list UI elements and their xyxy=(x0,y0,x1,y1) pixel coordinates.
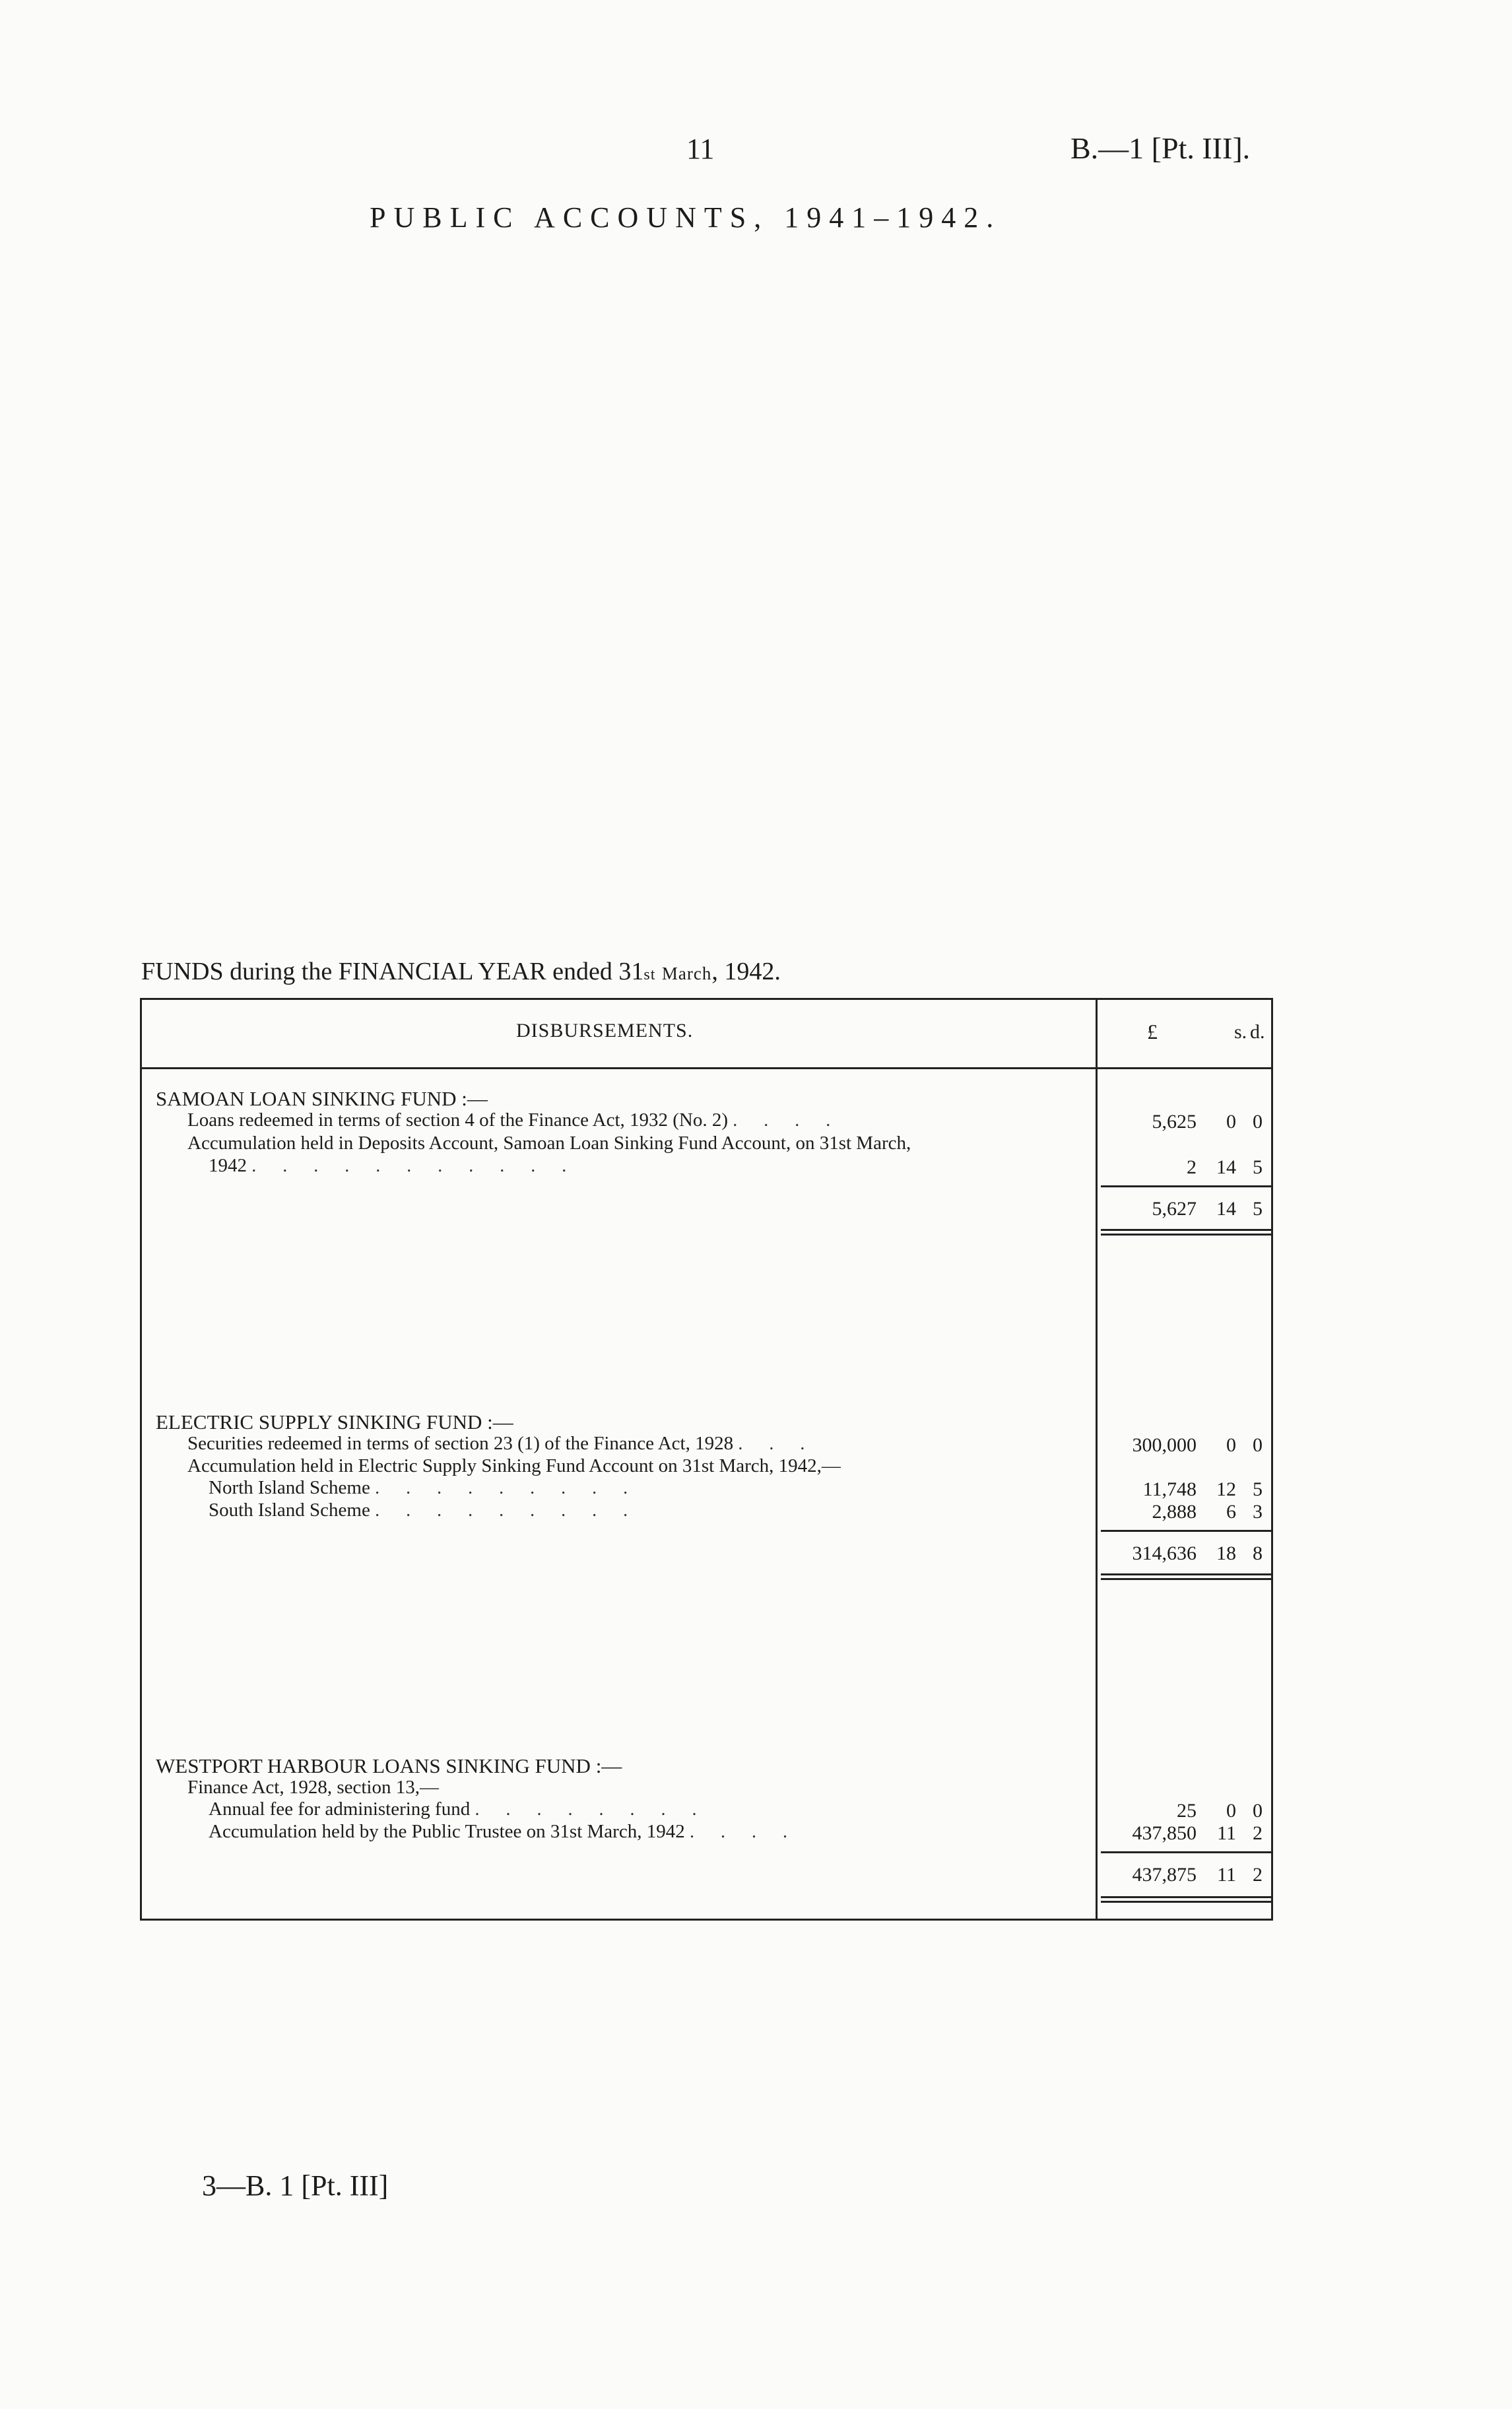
amount-pounds: 437,850 xyxy=(1132,1822,1197,1844)
subtotal-rule xyxy=(1101,1530,1271,1532)
amount-pounds: 300,000 xyxy=(1132,1434,1197,1456)
amount-pence: 5 xyxy=(1253,1478,1263,1500)
amount-pounds: 5,625 xyxy=(1152,1111,1197,1133)
amount-pence: 0 xyxy=(1253,1434,1263,1456)
header-pence: d. xyxy=(1250,1021,1265,1043)
total-double-rule-lower xyxy=(1101,1234,1271,1236)
amount-pounds: 2 xyxy=(1187,1156,1197,1178)
amount-pence: 5 xyxy=(1253,1156,1263,1178)
line-description: Accumulation held in Electric Supply Sinking Fund Account on 31st March, 1942,— xyxy=(187,1455,841,1476)
table-subtitle: FUNDS during the FINANCIAL YEAR ended 31st March, 1942. xyxy=(141,958,781,985)
subtotal-rule xyxy=(1101,1185,1271,1187)
total-pence: 8 xyxy=(1253,1542,1263,1564)
amount-shillings: 6 xyxy=(1226,1501,1236,1523)
amount-pounds: 25 xyxy=(1177,1800,1197,1822)
amount-shillings: 0 xyxy=(1226,1111,1236,1133)
line-description: South Island Scheme ......... xyxy=(209,1500,655,1521)
page-number: 11 xyxy=(686,133,715,165)
total-pounds: 437,875 xyxy=(1132,1864,1197,1886)
amount-shillings: 11 xyxy=(1217,1822,1236,1844)
amount-pence: 0 xyxy=(1253,1111,1263,1133)
total-double-rule-upper xyxy=(1101,1573,1271,1575)
section-heading: WESTPORT HARBOUR LOANS SINKING FUND :— xyxy=(156,1754,622,1777)
line-description: North Island Scheme ......... xyxy=(209,1477,655,1498)
amount-shillings: 0 xyxy=(1226,1434,1236,1456)
line-description: Loans redeemed in terms of section 4 of the Finance Act, 1932 (No. 2) .... xyxy=(187,1109,857,1131)
amount-column-divider xyxy=(1096,998,1098,1921)
line-description: Accumulation held by the Public Trustee on 31st March, 1942 .... xyxy=(209,1821,814,1842)
total-shillings: 18 xyxy=(1216,1542,1236,1564)
amount-shillings: 0 xyxy=(1226,1800,1236,1822)
document-reference: B.—1 [Pt. III]. xyxy=(1070,131,1251,165)
line-description: Accumulation held in Deposits Account, Samoan Loan Sinking Fund Account, on 31st March, xyxy=(187,1133,911,1154)
table-top-border xyxy=(140,998,1273,1000)
total-pounds: 5,627 xyxy=(1152,1198,1197,1220)
total-pounds: 314,636 xyxy=(1132,1542,1197,1564)
total-double-rule-upper xyxy=(1101,1896,1271,1898)
header-pounds: £ xyxy=(1147,1020,1158,1043)
header-shillings: s. xyxy=(1234,1021,1247,1043)
amount-pounds: 2,888 xyxy=(1152,1501,1197,1523)
total-pence: 5 xyxy=(1253,1198,1263,1220)
table-right-border xyxy=(1271,998,1273,1921)
table-left-border xyxy=(140,998,142,1921)
line-description: Annual fee for administering fund ........ xyxy=(209,1798,723,1820)
amount-pence: 0 xyxy=(1253,1800,1263,1822)
amount-pounds: 11,748 xyxy=(1142,1478,1197,1500)
section-heading: ELECTRIC SUPPLY SINKING FUND :— xyxy=(156,1410,513,1434)
amount-pence: 3 xyxy=(1253,1501,1263,1523)
table-bottom-border xyxy=(140,1919,1273,1921)
amount-shillings: 14 xyxy=(1216,1156,1236,1178)
total-pence: 2 xyxy=(1253,1864,1263,1886)
line-description: 1942 ........... xyxy=(209,1155,593,1176)
header-bottom-border xyxy=(140,1067,1273,1069)
total-double-rule-lower xyxy=(1101,1578,1271,1580)
line-description: Finance Act, 1928, section 13,— xyxy=(187,1777,439,1798)
subtotal-rule xyxy=(1101,1851,1271,1853)
total-shillings: 11 xyxy=(1217,1864,1236,1886)
page-footer-signature: 3—B. 1 [Pt. III] xyxy=(202,2169,389,2202)
section-heading: SAMOAN LOAN SINKING FUND :— xyxy=(156,1087,488,1110)
total-double-rule-lower xyxy=(1101,1901,1271,1903)
amount-shillings: 12 xyxy=(1216,1478,1236,1500)
amount-pence: 2 xyxy=(1253,1822,1263,1844)
total-double-rule-upper xyxy=(1101,1229,1271,1231)
total-shillings: 14 xyxy=(1216,1198,1236,1220)
page-title: PUBLIC ACCOUNTS, 1941–1942. xyxy=(370,201,1002,234)
header-disbursements: DISBURSEMENTS. xyxy=(516,1020,694,1041)
line-description: Securities redeemed in terms of section 23 (1) of the Finance Act, 1928 ... xyxy=(187,1433,832,1454)
